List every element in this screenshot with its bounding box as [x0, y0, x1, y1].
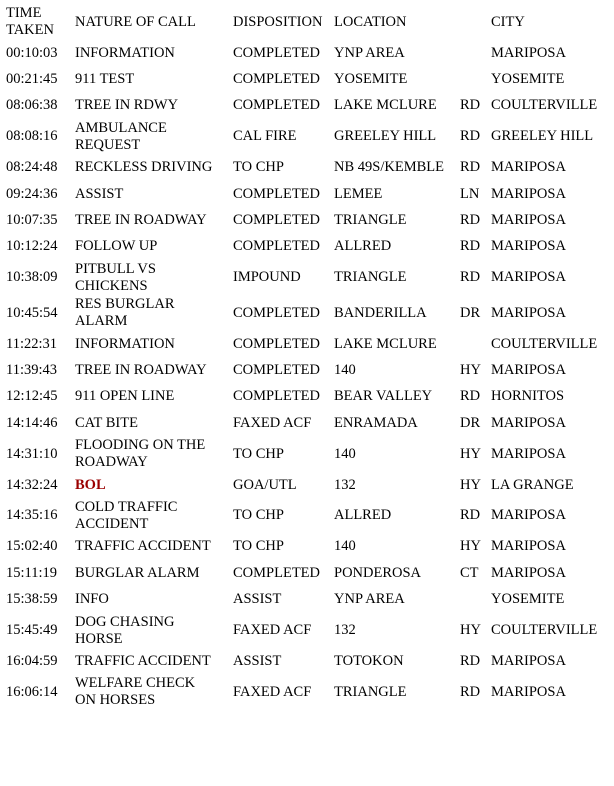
- call-street-suffix: RD: [460, 128, 481, 145]
- call-location: YOSEMITE: [334, 71, 408, 88]
- header-time-taken: TIME TAKEN: [6, 5, 54, 38]
- call-location: LAKE MCLURE: [334, 335, 437, 352]
- call-city: MARIPOSA: [491, 361, 566, 378]
- call-disposition: COMPLETED: [233, 71, 320, 88]
- call-nature: AMBULANCE REQUEST: [75, 119, 167, 153]
- call-nature: TRAFFIC ACCIDENT: [75, 538, 211, 555]
- call-city: GREELEY HILL: [491, 128, 594, 145]
- call-nature: INFORMATION: [75, 335, 175, 352]
- call-city: MARIPOSA: [491, 414, 566, 431]
- call-city: MARIPOSA: [491, 238, 566, 255]
- call-time: 10:45:54: [6, 304, 58, 321]
- header-city: CITY: [491, 13, 525, 30]
- table-row: [0, 40, 614, 66]
- call-nature: TREE IN RDWY: [75, 97, 179, 114]
- call-street-suffix: RD: [460, 652, 481, 669]
- call-nature: FOLLOW UP: [75, 238, 158, 255]
- call-disposition: ASSIST: [233, 652, 282, 669]
- table-row: [0, 155, 614, 181]
- call-street-suffix: RD: [460, 269, 481, 286]
- call-street-suffix: RD: [460, 159, 481, 176]
- call-city: YOSEMITE: [491, 591, 565, 608]
- call-time: 12:12:45: [6, 388, 58, 405]
- call-disposition: COMPLETED: [233, 185, 320, 202]
- table-row: [0, 357, 614, 383]
- call-time: 08:24:48: [6, 159, 58, 176]
- call-disposition: COMPLETED: [233, 304, 320, 321]
- call-city: YOSEMITE: [491, 71, 565, 88]
- call-street-suffix: RD: [460, 507, 481, 524]
- table-row: [0, 260, 614, 295]
- call-time: 14:35:16: [6, 507, 58, 524]
- call-city: MARIPOSA: [491, 564, 566, 581]
- table-row: [0, 472, 614, 498]
- call-time: 15:38:59: [6, 591, 58, 608]
- call-location: 140: [334, 538, 356, 555]
- call-location: LAKE MCLURE: [334, 97, 437, 114]
- call-location: TRIANGLE: [334, 212, 407, 229]
- call-location: 140: [334, 361, 356, 378]
- call-city: MARIPOSA: [491, 507, 566, 524]
- call-time: 14:31:10: [6, 445, 58, 462]
- table-row: [0, 66, 614, 92]
- call-nature: WELFARE CHECK ON HORSES: [75, 675, 196, 709]
- call-time: 15:02:40: [6, 538, 58, 555]
- call-city: MARIPOSA: [491, 185, 566, 202]
- header-nature-of-call: NATURE OF CALL: [75, 13, 196, 30]
- call-location: ALLRED: [334, 507, 392, 524]
- call-time: 10:38:09: [6, 269, 58, 286]
- call-city: MARIPOSA: [491, 269, 566, 286]
- call-nature: BURGLAR ALARM: [75, 564, 200, 581]
- call-time: 15:45:49: [6, 622, 58, 638]
- call-time: 16:04:59: [6, 652, 58, 669]
- call-nature: RECKLESS DRIVING: [75, 159, 213, 176]
- call-disposition: FAXED ACF: [233, 414, 312, 431]
- call-nature: INFORMATION: [75, 44, 175, 61]
- call-nature: 911 TEST: [75, 71, 135, 88]
- call-city: MARIPOSA: [491, 304, 566, 321]
- table-row: [0, 296, 614, 331]
- call-log-rows: [0, 40, 614, 710]
- call-disposition: TO CHP: [233, 507, 284, 524]
- call-disposition: COMPLETED: [233, 564, 320, 581]
- call-location: 132: [334, 476, 356, 493]
- call-nature: TREE IN ROADWAY: [75, 212, 207, 229]
- call-disposition: TO CHP: [233, 445, 284, 462]
- call-disposition: COMPLETED: [233, 335, 320, 352]
- call-nature: BOL: [75, 476, 106, 493]
- call-street-suffix: RD: [460, 97, 481, 114]
- table-row: [0, 234, 614, 260]
- call-time: 15:11:19: [6, 564, 58, 581]
- call-disposition: COMPLETED: [233, 238, 320, 255]
- call-nature: TREE IN ROADWAY: [75, 361, 207, 378]
- call-city: LA GRANGE: [491, 476, 574, 493]
- call-disposition: COMPLETED: [233, 361, 320, 378]
- call-street-suffix: HY: [460, 476, 481, 493]
- call-disposition: TO CHP: [233, 159, 284, 176]
- call-street-suffix: RD: [460, 683, 481, 700]
- table-row: [0, 384, 614, 410]
- call-nature: DOG CHASING HORSE: [75, 613, 175, 647]
- table-row: [0, 436, 614, 471]
- call-location: YNP AREA: [334, 591, 405, 608]
- header-row: [0, 4, 614, 40]
- call-time: 00:10:03: [6, 44, 58, 61]
- header-location: LOCATION: [334, 13, 407, 30]
- call-location: LEMEE: [334, 185, 383, 202]
- table-row: [0, 410, 614, 436]
- call-time: 10:07:35: [6, 212, 58, 229]
- call-city: COULTERVILLE: [491, 97, 598, 114]
- call-nature: 911 OPEN LINE: [75, 388, 175, 405]
- call-time: 10:12:24: [6, 238, 58, 255]
- call-time: 16:06:14: [6, 683, 58, 700]
- call-nature: FLOODING ON THE ROADWAY: [75, 437, 206, 471]
- call-street-suffix: HY: [460, 538, 481, 555]
- table-row: [0, 181, 614, 207]
- call-street-suffix: RD: [460, 238, 481, 255]
- call-street-suffix: DR: [460, 304, 481, 321]
- call-street-suffix: HY: [460, 361, 481, 378]
- call-location: ALLRED: [334, 238, 392, 255]
- call-city: MARIPOSA: [491, 538, 566, 555]
- table-row: [0, 648, 614, 674]
- call-nature: TRAFFIC ACCIDENT: [75, 652, 211, 669]
- call-disposition: GOA/UTL: [233, 476, 297, 493]
- call-disposition: COMPLETED: [233, 44, 320, 61]
- call-nature: COLD TRAFFIC ACCIDENT: [75, 498, 178, 532]
- call-nature: ASSIST: [75, 185, 124, 202]
- call-location: ENRAMADA: [334, 414, 418, 431]
- table-row: [0, 331, 614, 357]
- call-disposition: COMPLETED: [233, 212, 320, 229]
- call-city: MARIPOSA: [491, 652, 566, 669]
- call-time: 14:32:24: [6, 476, 58, 493]
- call-nature: RES BURGLAR ALARM: [75, 296, 175, 330]
- call-time: 09:24:36: [6, 185, 58, 202]
- call-disposition: FAXED ACF: [233, 622, 312, 638]
- call-disposition: FAXED ACF: [233, 683, 312, 700]
- call-city: MARIPOSA: [491, 212, 566, 229]
- call-time: 08:06:38: [6, 97, 58, 114]
- call-city: MARIPOSA: [491, 159, 566, 176]
- call-city: MARIPOSA: [491, 44, 566, 61]
- call-nature: CAT BITE: [75, 414, 138, 431]
- call-location: TRIANGLE: [334, 269, 407, 286]
- table-row: [0, 613, 614, 648]
- call-nature: INFO: [75, 591, 109, 608]
- call-time: 11:39:43: [6, 361, 58, 378]
- call-time: 00:21:45: [6, 71, 58, 88]
- call-street-suffix: RD: [460, 212, 481, 229]
- table-row: [0, 207, 614, 233]
- call-location: TOTOKON: [334, 652, 404, 669]
- call-disposition: COMPLETED: [233, 388, 320, 405]
- call-time: 11:22:31: [6, 335, 58, 352]
- call-location: YNP AREA: [334, 44, 405, 61]
- call-time: 08:08:16: [6, 128, 58, 145]
- call-city: HORNITOS: [491, 388, 565, 405]
- table-row: [0, 586, 614, 612]
- call-location: PONDEROSA: [334, 564, 422, 581]
- call-location: GREELEY HILL: [334, 128, 437, 145]
- call-location: 140: [334, 445, 356, 462]
- call-street-suffix: HY: [460, 445, 481, 462]
- call-nature: PITBULL VS CHICKENS: [75, 260, 156, 294]
- call-city: MARIPOSA: [491, 445, 566, 462]
- call-time: 14:14:46: [6, 414, 58, 431]
- call-disposition: IMPOUND: [233, 269, 301, 286]
- call-city: MARIPOSA: [491, 683, 566, 700]
- call-location: BEAR VALLEY: [334, 388, 433, 405]
- table-row: [0, 534, 614, 560]
- table-row: [0, 560, 614, 586]
- header-disposition: DISPOSITION: [233, 13, 323, 30]
- table-row: [0, 498, 614, 533]
- call-location: TRIANGLE: [334, 683, 407, 700]
- call-location: BANDERILLA: [334, 304, 427, 321]
- call-location: NB 49S/KEMBLE: [334, 159, 444, 176]
- call-city: COULTERVILLE: [491, 335, 598, 352]
- table-row: [0, 675, 614, 710]
- call-disposition: CAL FIRE: [233, 128, 297, 145]
- table-row: [0, 93, 614, 119]
- call-city: COULTERVILLE: [491, 622, 598, 638]
- call-street-suffix: RD: [460, 388, 481, 405]
- call-location: 132: [334, 622, 356, 638]
- call-street-suffix: DR: [460, 414, 481, 431]
- call-disposition: TO CHP: [233, 538, 284, 555]
- table-row: [0, 119, 614, 154]
- call-disposition: COMPLETED: [233, 97, 320, 114]
- call-street-suffix: HY: [460, 622, 481, 638]
- call-street-suffix: LN: [460, 185, 480, 202]
- call-disposition: ASSIST: [233, 591, 282, 608]
- call-street-suffix: CT: [460, 564, 479, 581]
